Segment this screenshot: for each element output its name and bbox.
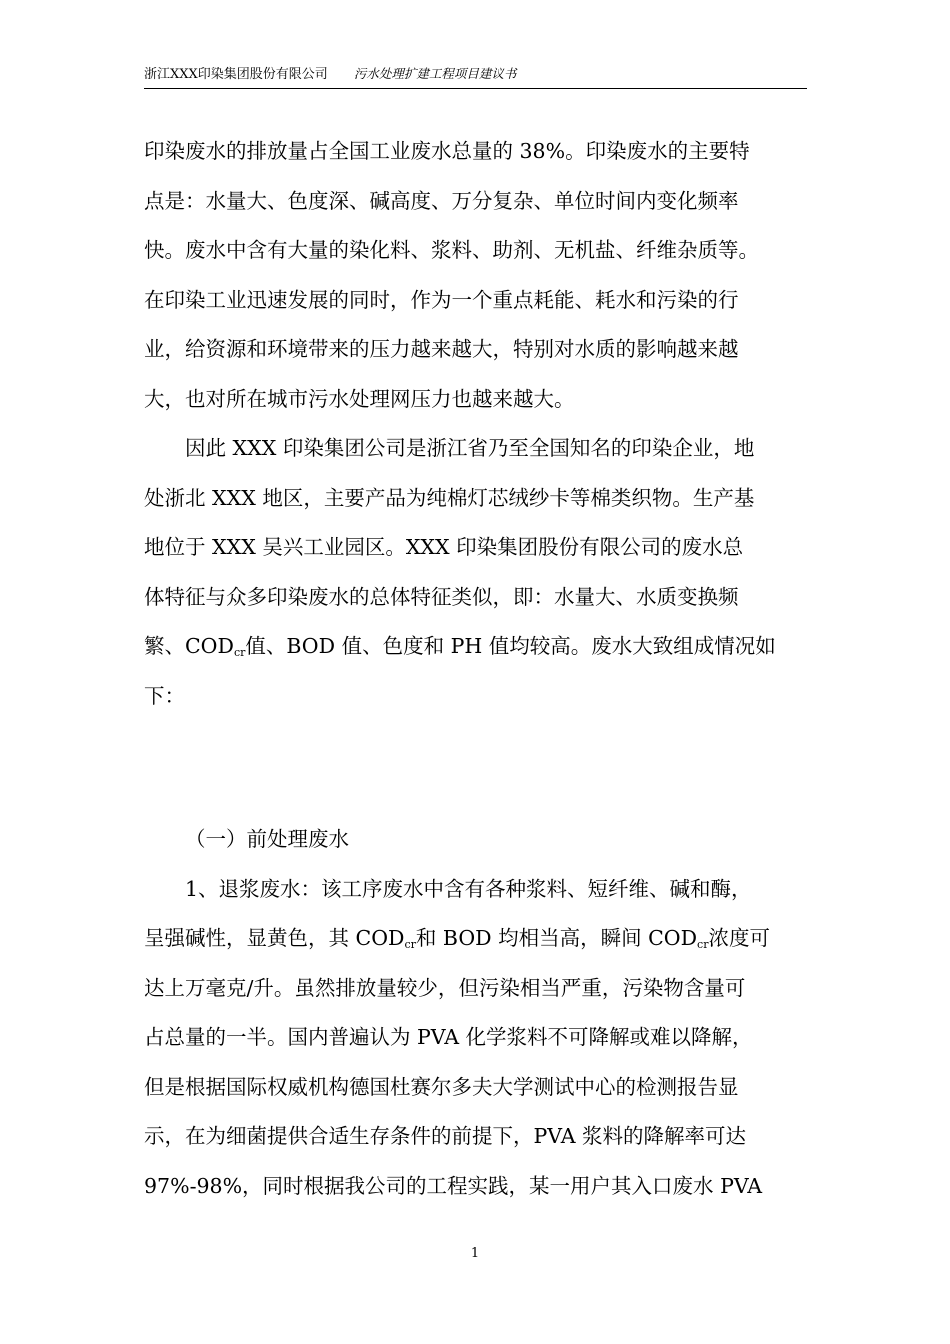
paragraph-wastewater-overview — [144, 128, 808, 425]
paragraph-desizing-wastewater — [144, 866, 808, 1213]
text-line: 处浙北 XXX 地区，主要产品为纯棉灯芯绒纱卡等棉类织物。生产基 — [144, 485, 755, 510]
text-line: 但是根据国际权威机构德国杜赛尔多夫大学测试中心的检测报告显 — [144, 1074, 739, 1099]
text-line: 印染废水的排放量占全国工业废水总量的 38%。印染废水的主要特 — [144, 139, 750, 163]
text-line: 快。废水中含有大量的染化料、浆料、助剂、无机盐、纤维杂质等。 — [144, 238, 759, 262]
text-line — [144, 915, 808, 965]
page-number: 1 — [470, 1246, 480, 1261]
text-line: 达上万毫克/升。虽然排放量较少，但污染相当严重，污染物含量可 — [144, 975, 746, 1000]
header-document-title: 污水处理扩建工程项目建议书 — [353, 66, 517, 81]
text-line — [144, 623, 808, 673]
header-company-name: 浙江XXX印染集团股份有限公司 — [144, 67, 328, 82]
text-segment: 呈强碱性，显黄色，其 COD — [144, 926, 405, 950]
text-line: 体特征与众多印染废水的总体特征类似，即：水量大、水质变换频 — [144, 584, 739, 609]
text-line: 点是：水量大、色度深、碱高度、万分复杂、单位时间内变化频率 — [144, 188, 739, 213]
text-line: 因此 XXX 印染集团公司是浙江省乃至全国知名的印染企业，地 — [185, 436, 755, 460]
cod-subscript: cr — [404, 938, 416, 951]
page-header — [144, 64, 807, 89]
section-heading: （一）前处理废水 — [185, 827, 349, 851]
text-line: 在印染工业迅速发展的同时，作为一个重点耗能、耗水和污染的行 — [144, 287, 739, 312]
text-line: 示，在为细菌提供合适生存条件的前提下，PVA 浆料的降解率可达 — [144, 1124, 747, 1148]
text-segment: 浓度可 — [708, 926, 770, 950]
cod-subscript: cr — [233, 646, 246, 659]
document-body — [144, 128, 808, 1212]
text-segment: 和 BOD 均相当高，瞬间 COD — [415, 926, 698, 950]
text-line: 97%-98%，同时根据我公司的工程实践，某一用户其入口废水 PVA — [144, 1173, 763, 1198]
text-line: 下： — [144, 683, 185, 708]
text-segment: 繁、COD — [144, 634, 234, 658]
text-line: 占总量的一半。国内普遍认为 PVA 化学浆料不可降解或难以降解， — [144, 1025, 753, 1049]
text-segment: 值、BOD 值、色度和 PH 值均较高。废水大致组成情况如 — [245, 634, 776, 658]
cod-subscript: cr — [697, 938, 709, 951]
text-line: 大，也对所在城市污水处理网压力也越来越大。 — [144, 386, 575, 411]
text-line: 地位于 XXX 吴兴工业园区。XXX 印染集团股份有限公司的废水总 — [144, 535, 744, 559]
text-line: 1、退浆废水：该工序废水中含有各种浆料、短纤维、碱和酶， — [185, 876, 752, 901]
text-line: 业，给资源和环境带来的压力越来越大，特别对水质的影响越来越 — [144, 337, 739, 361]
paragraph-company-profile — [144, 425, 808, 722]
blank-space — [144, 722, 808, 816]
